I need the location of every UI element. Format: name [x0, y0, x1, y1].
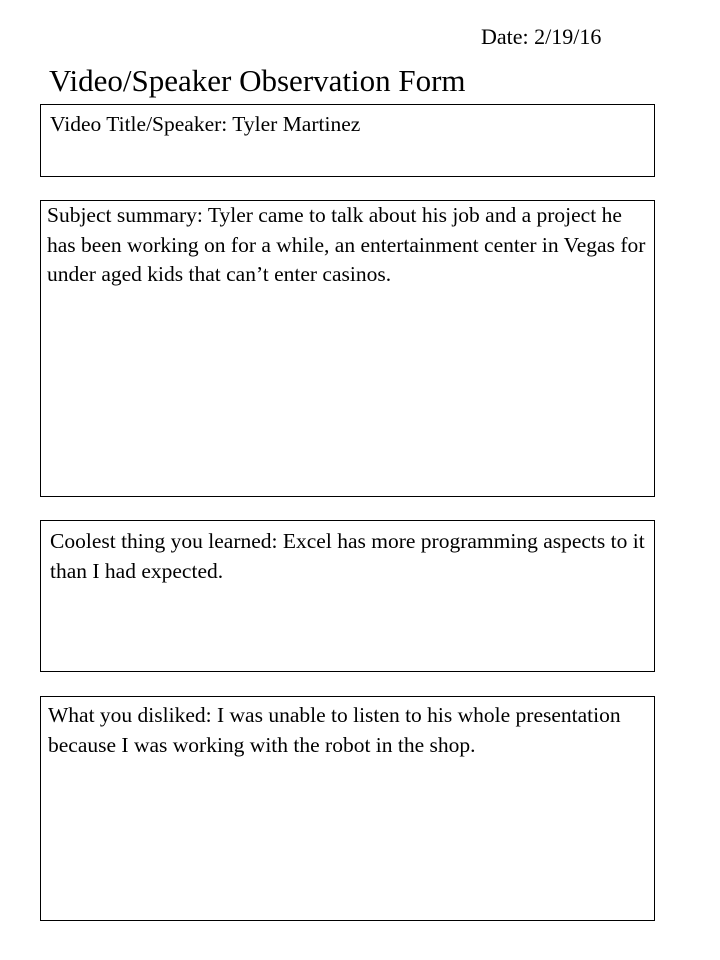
- coolest-thing-box: [40, 520, 655, 672]
- subject-summary-box: [40, 200, 655, 497]
- form-date: Date: 2/19/16: [481, 24, 602, 49]
- form-title: Video/Speaker Observation Form: [49, 63, 466, 98]
- subject-summary-text: Subject summary: Tyler came to talk about his job and a project he has been working on for a while, an entertainment center in Vegas for under aged kids that can’t enter casinos.: [47, 203, 646, 286]
- disliked-box: [40, 696, 655, 921]
- coolest-thing-text: Coolest thing you learned: Excel has more programming aspects to it than I had expected.: [50, 529, 645, 583]
- disliked-text: What you disliked: I was unable to listen to his whole presentation because I was working with the robot in the shop.: [48, 703, 621, 757]
- video-title-box: [40, 104, 655, 177]
- video-title-text: Video Title/Speaker: Tyler Martinez: [50, 112, 361, 136]
